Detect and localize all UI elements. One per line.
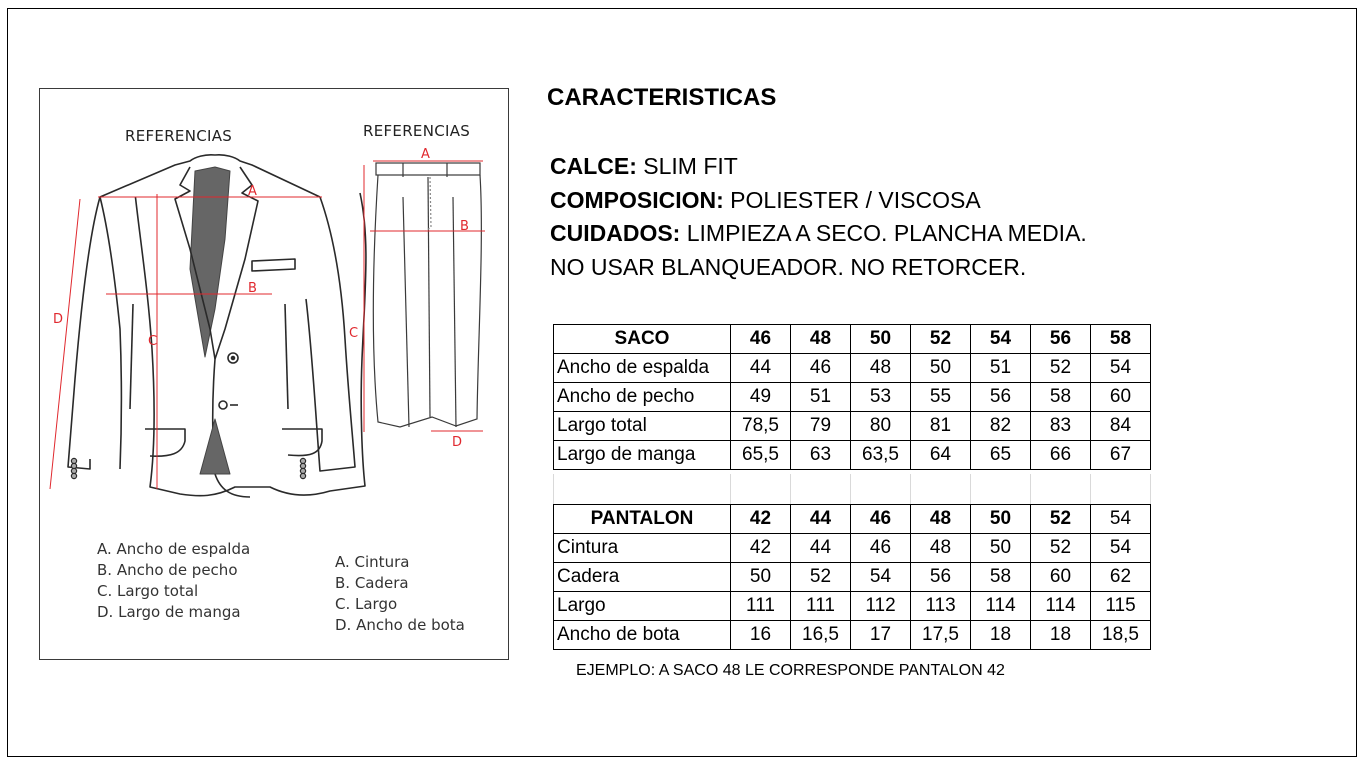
table-header-cell: 42 — [731, 505, 791, 534]
table-header-cell: 54 — [971, 325, 1031, 354]
fit-value: SLIM FIT — [636, 153, 738, 179]
table-cell: 60 — [1091, 383, 1151, 412]
table-cell: Largo total — [554, 412, 731, 441]
table-cell: 114 — [1031, 592, 1091, 621]
table-header-cell: 48 — [791, 325, 851, 354]
table-cell: 51 — [971, 354, 1031, 383]
jacket-marker-a: A — [248, 184, 257, 199]
table-header-cell: 52 — [911, 325, 971, 354]
table-header-row — [554, 325, 1151, 354]
composition-line — [550, 184, 1087, 218]
garment-reference-figure — [39, 88, 509, 660]
fit-line — [550, 150, 1087, 184]
table-cell: 18 — [971, 621, 1031, 650]
table-cell: 52 — [1031, 354, 1091, 383]
table-header-cell: PANTALON — [554, 505, 731, 534]
table-row — [554, 354, 1151, 383]
table-cell: 113 — [911, 592, 971, 621]
table-cell: 67 — [1091, 441, 1151, 470]
table-cell: 58 — [971, 563, 1031, 592]
pants-drawing — [373, 163, 481, 427]
table-cell: 63 — [791, 441, 851, 470]
table-header-cell: 54 — [1091, 505, 1151, 534]
table-row — [554, 412, 1151, 441]
characteristics-specs — [550, 150, 1087, 284]
table-cell: 112 — [851, 592, 911, 621]
table-cell: 16 — [731, 621, 791, 650]
pants-legend-item: B. Cadera — [335, 574, 409, 592]
jacket-legend-item: A. Ancho de espalda — [97, 540, 251, 558]
table-row — [554, 592, 1151, 621]
pants-measure-lines — [364, 161, 485, 432]
table-cell: 79 — [791, 412, 851, 441]
table-cell: 52 — [1031, 534, 1091, 563]
pants-legend-item: C. Largo — [335, 595, 398, 613]
table-cell: 52 — [791, 563, 851, 592]
table-cell: 44 — [731, 354, 791, 383]
table-cell: 63,5 — [851, 441, 911, 470]
table-cell: 62 — [1091, 563, 1151, 592]
table-cell: 44 — [791, 534, 851, 563]
fit-label: CALCE: — [550, 153, 637, 179]
table-cell: 48 — [851, 354, 911, 383]
table-spacer-gridlines — [553, 474, 1150, 504]
table-row — [554, 383, 1151, 412]
table-cell: 82 — [971, 412, 1031, 441]
table-cell: 80 — [851, 412, 911, 441]
table-header-cell: 46 — [851, 505, 911, 534]
table-row — [554, 534, 1151, 563]
table-cell: 54 — [1091, 354, 1151, 383]
pants-size-table — [553, 504, 1151, 650]
table-row — [554, 563, 1151, 592]
composition-label: COMPOSICION: — [550, 186, 724, 213]
table-cell: 50 — [911, 354, 971, 383]
table-header-cell: SACO — [554, 325, 731, 354]
pants-marker-d: D — [452, 435, 463, 450]
table-cell: 54 — [1091, 534, 1151, 563]
table-header-cell: 46 — [731, 325, 791, 354]
table-row — [554, 621, 1151, 650]
pants-marker-a: A — [421, 147, 430, 162]
size-equivalence-note: EJEMPLO: A SACO 48 LE CORRESPONDE PANTALON 42 — [576, 662, 1005, 679]
table-cell: Cintura — [554, 534, 731, 563]
table-row — [554, 441, 1151, 470]
pants-marker-b: B — [460, 219, 469, 234]
table-header-cell: 48 — [911, 505, 971, 534]
jacket-legend-item: C. Largo total — [97, 582, 199, 600]
table-header-cell: 52 — [1031, 505, 1091, 534]
table-header-cell: 56 — [1031, 325, 1091, 354]
jacket-drawing — [68, 155, 366, 497]
pants-legend-item: A. Cintura — [335, 553, 410, 571]
table-cell: 50 — [731, 563, 791, 592]
table-cell: 55 — [911, 383, 971, 412]
table-cell: 111 — [731, 592, 791, 621]
jacket-legend-item: D. Largo de manga — [97, 603, 241, 621]
jacket-size-table — [553, 324, 1151, 470]
table-header-cell: 50 — [851, 325, 911, 354]
table-cell: 16,5 — [791, 621, 851, 650]
table-cell: 64 — [911, 441, 971, 470]
table-cell: 53 — [851, 383, 911, 412]
table-cell: 65 — [971, 441, 1031, 470]
table-cell: 84 — [1091, 412, 1151, 441]
table-cell: Ancho de bota — [554, 621, 731, 650]
table-cell: 111 — [791, 592, 851, 621]
table-header-cell: 44 — [791, 505, 851, 534]
pants-marker-c: C — [349, 326, 359, 341]
care-line — [550, 217, 1087, 251]
table-header-cell: 58 — [1091, 325, 1151, 354]
jacket-legend-item: B. Ancho de pecho — [97, 561, 238, 579]
jacket-marker-c: C — [148, 334, 158, 349]
table-cell: 58 — [1031, 383, 1091, 412]
pants-legend-item: D. Ancho de bota — [335, 616, 465, 634]
table-cell: 18,5 — [1091, 621, 1151, 650]
pants-references-title: REFERENCIAS — [363, 122, 471, 140]
characteristics-title: CARACTERISTICAS — [547, 84, 777, 111]
table-cell: 54 — [851, 563, 911, 592]
composition-value: POLIESTER / VISCOSA — [723, 186, 981, 213]
care-value: LIMPIEZA A SECO. PLANCHA MEDIA. — [680, 220, 1087, 246]
jacket-marker-d: D — [53, 312, 64, 327]
table-cell: 81 — [911, 412, 971, 441]
table-cell: Cadera — [554, 563, 731, 592]
table-header-cell: 50 — [971, 505, 1031, 534]
table-cell: 56 — [911, 563, 971, 592]
table-cell: Largo de manga — [554, 441, 731, 470]
table-cell: 46 — [851, 534, 911, 563]
jacket-marker-b: B — [248, 281, 257, 296]
pants-legend — [335, 552, 465, 636]
table-cell: 49 — [731, 383, 791, 412]
table-cell: 78,5 — [731, 412, 791, 441]
jacket-references-title: REFERENCIAS — [125, 127, 233, 145]
table-cell: 42 — [731, 534, 791, 563]
table-cell: 17 — [851, 621, 911, 650]
table-cell: 60 — [1031, 563, 1091, 592]
table-cell: 46 — [791, 354, 851, 383]
table-cell: 18 — [1031, 621, 1091, 650]
table-header-row — [554, 505, 1151, 534]
care-line-2: NO USAR BLANQUEADOR. NO RETORCER. — [550, 253, 1027, 280]
table-cell: 83 — [1031, 412, 1091, 441]
jacket-legend — [97, 539, 250, 623]
care-label: CUIDADOS: — [550, 220, 681, 246]
table-cell: 66 — [1031, 441, 1091, 470]
table-cell: 114 — [971, 592, 1031, 621]
table-cell: Ancho de espalda — [554, 354, 731, 383]
table-cell: 48 — [911, 534, 971, 563]
table-cell: 51 — [791, 383, 851, 412]
table-cell: 17,5 — [911, 621, 971, 650]
table-cell: 50 — [971, 534, 1031, 563]
table-cell: Largo — [554, 592, 731, 621]
table-cell: Ancho de pecho — [554, 383, 731, 412]
table-cell: 56 — [971, 383, 1031, 412]
table-cell: 65,5 — [731, 441, 791, 470]
table-cell: 115 — [1091, 592, 1151, 621]
